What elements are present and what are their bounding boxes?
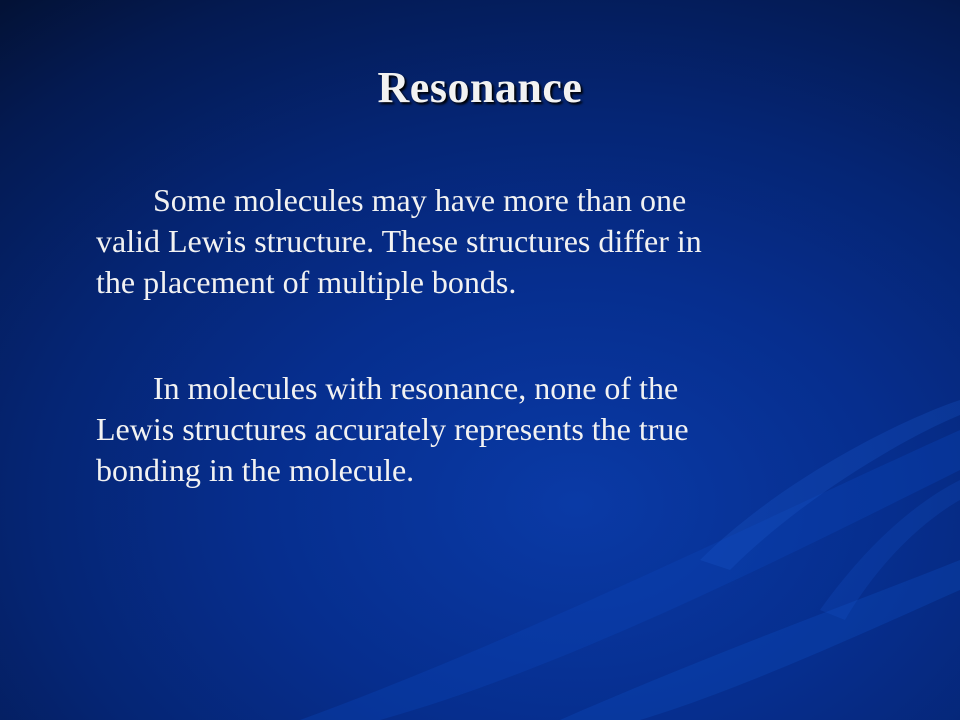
slide-title: Resonance — [377, 63, 583, 112]
paragraph-resonance: In molecules with resonance, none of the Lewis structures accurately represents the true bonding in the molecule. — [96, 370, 689, 488]
paragraph-lewis-structures: Some molecules may have more than one valid Lewis structure. These structures differ in the placement of multiple bonds. — [96, 182, 702, 300]
slide-body — [96, 180, 896, 556]
